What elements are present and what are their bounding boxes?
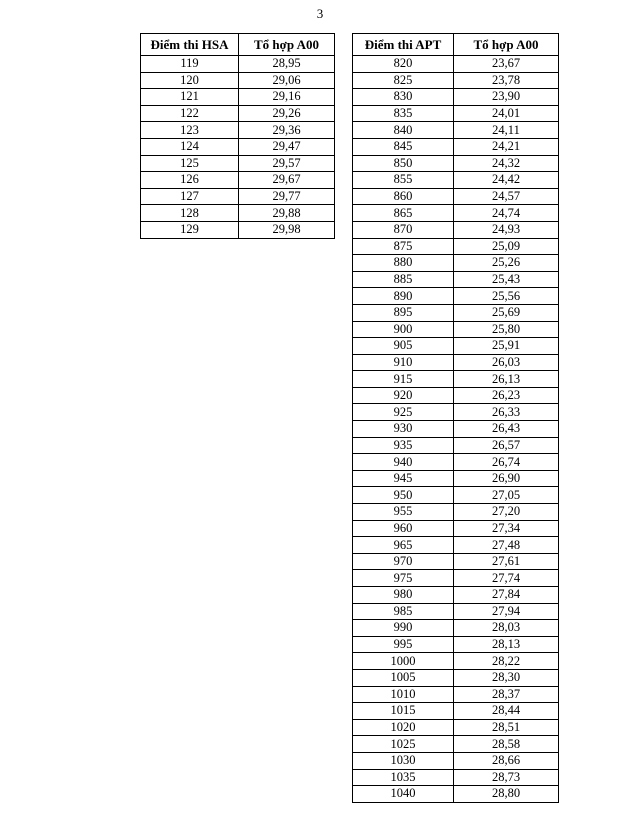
exam-score-cell: 123: [141, 122, 239, 139]
exam-score-cell: 1040: [353, 786, 454, 803]
a00-score-cell: 24,42: [454, 172, 559, 189]
table-row: [353, 769, 559, 786]
hsa-table-body: [141, 56, 335, 239]
table-row: [353, 338, 559, 355]
a00-score-cell: 29,16: [239, 89, 335, 106]
table-row: [353, 56, 559, 73]
exam-score-cell: 124: [141, 138, 239, 155]
a00-score-cell: 26,57: [454, 437, 559, 454]
table-row: [353, 703, 559, 720]
table-row: [141, 221, 335, 238]
table-row: [353, 205, 559, 222]
hsa-conversion-table: [140, 33, 335, 239]
exam-score-cell: 945: [353, 470, 454, 487]
a00-score-cell: 26,33: [454, 404, 559, 421]
table-row: [141, 56, 335, 73]
a00-score-cell: 27,48: [454, 537, 559, 554]
exam-score-cell: 910: [353, 354, 454, 371]
exam-score-cell: 950: [353, 487, 454, 504]
exam-score-cell: 895: [353, 304, 454, 321]
exam-score-cell: 122: [141, 105, 239, 122]
table-row: [353, 288, 559, 305]
exam-score-cell: 955: [353, 504, 454, 521]
table-row: [353, 752, 559, 769]
a00-score-cell: 25,43: [454, 271, 559, 288]
a00-score-cell: 29,57: [239, 155, 335, 172]
exam-score-cell: 920: [353, 387, 454, 404]
exam-score-cell: 850: [353, 155, 454, 172]
exam-score-cell: 1020: [353, 719, 454, 736]
a00-score-cell: 24,21: [454, 138, 559, 155]
a00-score-cell: 29,47: [239, 138, 335, 155]
a00-score-cell: 26,43: [454, 421, 559, 438]
apt-score-header: Điểm thi APT: [353, 34, 454, 56]
table-row: [353, 371, 559, 388]
table-row: [141, 105, 335, 122]
a00-score-cell: 26,13: [454, 371, 559, 388]
exam-score-cell: 125: [141, 155, 239, 172]
table-row: [353, 736, 559, 753]
exam-score-cell: 975: [353, 570, 454, 587]
exam-score-cell: 885: [353, 271, 454, 288]
a00-score-cell: 28,30: [454, 669, 559, 686]
exam-score-cell: 890: [353, 288, 454, 305]
table-header-row: [141, 34, 335, 56]
a00-score-cell: 26,74: [454, 454, 559, 471]
table-row: [353, 553, 559, 570]
table-row: [141, 138, 335, 155]
a00-combination-header: Tổ hợp A00: [239, 34, 335, 56]
a00-score-cell: 27,61: [454, 553, 559, 570]
a00-score-cell: 24,32: [454, 155, 559, 172]
exam-score-cell: 128: [141, 205, 239, 222]
a00-score-cell: 23,78: [454, 72, 559, 89]
exam-score-cell: 935: [353, 437, 454, 454]
exam-score-cell: 119: [141, 56, 239, 73]
exam-score-cell: 985: [353, 603, 454, 620]
a00-score-cell: 28,73: [454, 769, 559, 786]
exam-score-cell: 865: [353, 205, 454, 222]
exam-score-cell: 940: [353, 454, 454, 471]
exam-score-cell: 129: [141, 221, 239, 238]
table-row: [141, 205, 335, 222]
a00-score-cell: 25,91: [454, 338, 559, 355]
a00-score-cell: 25,09: [454, 238, 559, 255]
table-row: [353, 719, 559, 736]
a00-score-cell: 25,80: [454, 321, 559, 338]
exam-score-cell: 970: [353, 553, 454, 570]
table-row: [353, 404, 559, 421]
a00-score-cell: 28,44: [454, 703, 559, 720]
table-row: [141, 72, 335, 89]
a00-score-cell: 28,03: [454, 620, 559, 637]
table-row: [353, 89, 559, 106]
table-row: [353, 454, 559, 471]
table-row: [353, 354, 559, 371]
a00-score-cell: 24,74: [454, 205, 559, 222]
table-row: [353, 105, 559, 122]
exam-score-cell: 990: [353, 620, 454, 637]
a00-score-cell: 26,03: [454, 354, 559, 371]
a00-score-cell: 28,80: [454, 786, 559, 803]
apt-table-body: [353, 56, 559, 803]
exam-score-cell: 875: [353, 238, 454, 255]
a00-score-cell: 27,84: [454, 587, 559, 604]
a00-score-cell: 29,06: [239, 72, 335, 89]
table-row: [353, 520, 559, 537]
a00-score-cell: 28,66: [454, 752, 559, 769]
table-row: [353, 321, 559, 338]
exam-score-cell: 980: [353, 587, 454, 604]
a00-score-cell: 24,01: [454, 105, 559, 122]
a00-score-cell: 27,05: [454, 487, 559, 504]
exam-score-cell: 900: [353, 321, 454, 338]
exam-score-cell: 1015: [353, 703, 454, 720]
table-row: [353, 437, 559, 454]
exam-score-cell: 1010: [353, 686, 454, 703]
table-row: [353, 537, 559, 554]
exam-score-cell: 127: [141, 188, 239, 205]
a00-score-cell: 23,90: [454, 89, 559, 106]
exam-score-cell: 1000: [353, 653, 454, 670]
table-row: [353, 504, 559, 521]
table-row: [353, 238, 559, 255]
table-row: [353, 786, 559, 803]
table-row: [353, 421, 559, 438]
exam-score-cell: 120: [141, 72, 239, 89]
a00-score-cell: 28,37: [454, 686, 559, 703]
a00-score-cell: 26,23: [454, 387, 559, 404]
a00-score-cell: 28,51: [454, 719, 559, 736]
exam-score-cell: 820: [353, 56, 454, 73]
a00-combination-header: Tổ hợp A00: [454, 34, 559, 56]
table-row: [353, 570, 559, 587]
a00-score-cell: 24,11: [454, 122, 559, 139]
exam-score-cell: 860: [353, 188, 454, 205]
table-row: [353, 669, 559, 686]
hsa-score-header: Điểm thi HSA: [141, 34, 239, 56]
a00-score-cell: 27,94: [454, 603, 559, 620]
exam-score-cell: 930: [353, 421, 454, 438]
a00-score-cell: 29,88: [239, 205, 335, 222]
exam-score-cell: 1025: [353, 736, 454, 753]
table-header-row: [353, 34, 559, 56]
table-row: [141, 122, 335, 139]
a00-score-cell: 29,98: [239, 221, 335, 238]
exam-score-cell: 870: [353, 221, 454, 238]
a00-score-cell: 23,67: [454, 56, 559, 73]
a00-score-cell: 26,90: [454, 470, 559, 487]
exam-score-cell: 995: [353, 636, 454, 653]
a00-score-cell: 29,36: [239, 122, 335, 139]
a00-score-cell: 28,58: [454, 736, 559, 753]
a00-score-cell: 29,67: [239, 172, 335, 189]
a00-score-cell: 24,93: [454, 221, 559, 238]
exam-score-cell: 845: [353, 138, 454, 155]
a00-score-cell: 25,69: [454, 304, 559, 321]
exam-score-cell: 830: [353, 89, 454, 106]
table-row: [141, 172, 335, 189]
table-row: [353, 603, 559, 620]
table-row: [353, 172, 559, 189]
exam-score-cell: 825: [353, 72, 454, 89]
table-row: [353, 686, 559, 703]
table-row: [353, 620, 559, 637]
exam-score-cell: 1035: [353, 769, 454, 786]
exam-score-cell: 925: [353, 404, 454, 421]
a00-score-cell: 27,20: [454, 504, 559, 521]
a00-score-cell: 27,74: [454, 570, 559, 587]
a00-score-cell: 25,56: [454, 288, 559, 305]
exam-score-cell: 835: [353, 105, 454, 122]
a00-score-cell: 29,77: [239, 188, 335, 205]
table-row: [353, 487, 559, 504]
table-row: [353, 221, 559, 238]
exam-score-cell: 965: [353, 537, 454, 554]
table-row: [353, 304, 559, 321]
exam-score-cell: 1030: [353, 752, 454, 769]
exam-score-cell: 855: [353, 172, 454, 189]
table-row: [353, 122, 559, 139]
a00-score-cell: 28,95: [239, 56, 335, 73]
a00-score-cell: 28,13: [454, 636, 559, 653]
table-row: [141, 188, 335, 205]
exam-score-cell: 840: [353, 122, 454, 139]
table-row: [353, 653, 559, 670]
exam-score-cell: 960: [353, 520, 454, 537]
a00-score-cell: 24,57: [454, 188, 559, 205]
a00-score-cell: 28,22: [454, 653, 559, 670]
apt-conversion-table: [352, 33, 559, 803]
table-row: [353, 636, 559, 653]
table-row: [353, 587, 559, 604]
table-row: [141, 89, 335, 106]
exam-score-cell: 880: [353, 255, 454, 272]
table-row: [353, 387, 559, 404]
exam-score-cell: 121: [141, 89, 239, 106]
a00-score-cell: 27,34: [454, 520, 559, 537]
table-row: [353, 188, 559, 205]
exam-score-cell: 1005: [353, 669, 454, 686]
table-row: [141, 155, 335, 172]
table-row: [353, 155, 559, 172]
exam-score-cell: 126: [141, 172, 239, 189]
page-number: 3: [316, 6, 324, 21]
table-row: [353, 138, 559, 155]
table-row: [353, 255, 559, 272]
a00-score-cell: 25,26: [454, 255, 559, 272]
exam-score-cell: 905: [353, 338, 454, 355]
exam-score-cell: 915: [353, 371, 454, 388]
table-row: [353, 72, 559, 89]
table-row: [353, 470, 559, 487]
a00-score-cell: 29,26: [239, 105, 335, 122]
table-row: [353, 271, 559, 288]
